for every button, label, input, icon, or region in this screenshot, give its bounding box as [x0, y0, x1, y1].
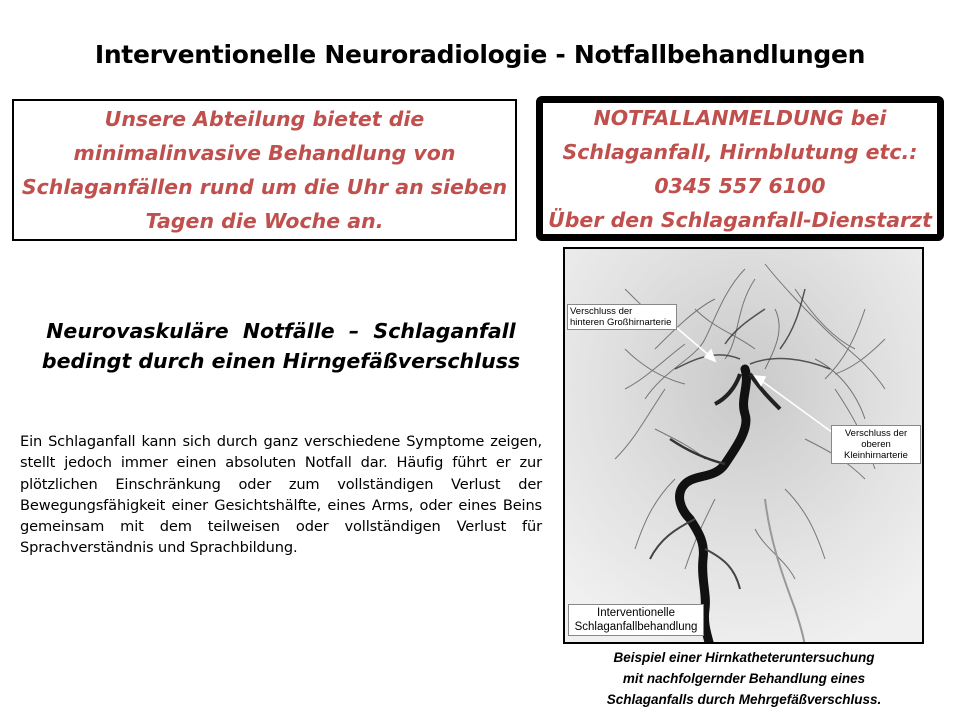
label-posterior-cerebral-artery: [567, 304, 677, 330]
label-line: Verschluss der: [570, 306, 633, 317]
label-superior-cerebellar-artery: [831, 425, 921, 464]
label-line: oberen: [861, 439, 891, 450]
emergency-phone: 0345 557 6100: [654, 173, 826, 198]
emergency-line: NOTFALLANMELDUNG bei: [593, 105, 887, 130]
label-stroke-treatment: [568, 604, 704, 636]
caption-line: Beispiel einer Hirnkatheteruntersuchung: [613, 650, 875, 665]
emergency-line: Schlaganfall, Hirnblutung etc.:: [562, 139, 918, 164]
label-line: Interventionelle: [597, 607, 675, 619]
info-line: Schlaganfällen rund um die Uhr an sieben: [21, 175, 508, 199]
emergency-box-text: [548, 101, 932, 237]
info-line: minimalinvasive Behandlung von: [73, 141, 456, 165]
info-box: [12, 99, 517, 241]
page-title: Interventionelle Neuroradiologie - Notfallbehandlungen: [94, 40, 866, 69]
image-caption: [566, 647, 922, 710]
section-heading: [20, 316, 542, 376]
label-line: Verschluss der: [844, 428, 908, 439]
info-line: Unsere Abteilung bietet die: [104, 107, 425, 131]
section-heading-line: Neurovaskuläre Notfälle – Schlaganfall: [46, 319, 516, 343]
body-paragraph: Ein Schlaganfall kann sich durch ganz verschiedene Symptome zeigen, stellt jedoch immer einen absoluten Notfall dar. Häufig führt er zur plötzlichen Einschränkung oder zum vollständigen Verlust der Bewegungsfähigkeit einer Gesichtshälfte, eines Arms, oder eines Beins gemeinsam mit dem teilweisen oder vollständigen Verlust für Sprachverständnis und Sprachbildung.: [20, 433, 542, 557]
label-line: hinteren Großhirnarterie: [570, 317, 672, 328]
info-box-text: [22, 102, 507, 238]
caption-line: Schlaganfalls durch Mehrgefäßverschluss.: [606, 692, 882, 707]
label-line: Kleinhirnarterie: [844, 450, 908, 461]
info-line: Tagen die Woche an.: [145, 209, 384, 233]
section-heading-line: bedingt durch einen Hirngefäßverschluss: [41, 349, 521, 373]
caption-line: mit nachfolgernder Behandlung eines: [622, 671, 866, 686]
angiography-image: [563, 247, 924, 644]
emergency-line: Über den Schlaganfall-Dienstarzt: [548, 207, 932, 232]
emergency-box: [536, 96, 944, 241]
label-line: Schlaganfallbehandlung: [574, 621, 698, 633]
